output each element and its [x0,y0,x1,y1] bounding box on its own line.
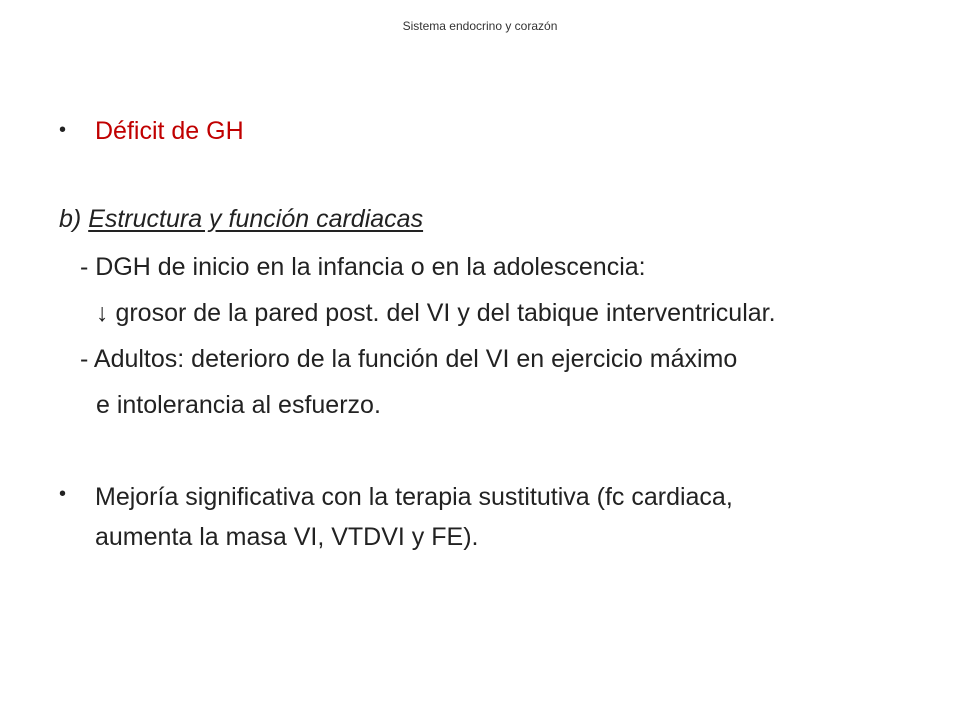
text-line-grosor: ↓ grosor de la pared post. del VI y del tabique interventricular. [96,299,776,327]
bullet-marker: • [59,483,67,505]
section-heading [59,204,423,234]
text-line-adultos: - Adultos: deterioro de la función del VI en ejercicio máximo [80,345,738,373]
section-prefix: b) [59,205,89,233]
text-line-dgh: - DGH de inicio en la infancia o en la adolescencia: [80,253,646,281]
text-line-intolerancia: e intolerancia al esfuerzo. [96,391,381,419]
bullet-mejoria-line-2: aumenta la masa VI, VTDVI y FE). [95,523,479,551]
slide-header: Sistema endocrino y corazón [402,19,558,33]
section-title: Estructura y función cardiacas [88,205,424,233]
bullet-deficit-gh: Déficit de GH [95,117,244,145]
bullet-marker: • [59,119,67,141]
bullet-mejoria-line-1: Mejoría significativa con la terapia sustitutiva (fc cardiaca, [95,483,733,511]
